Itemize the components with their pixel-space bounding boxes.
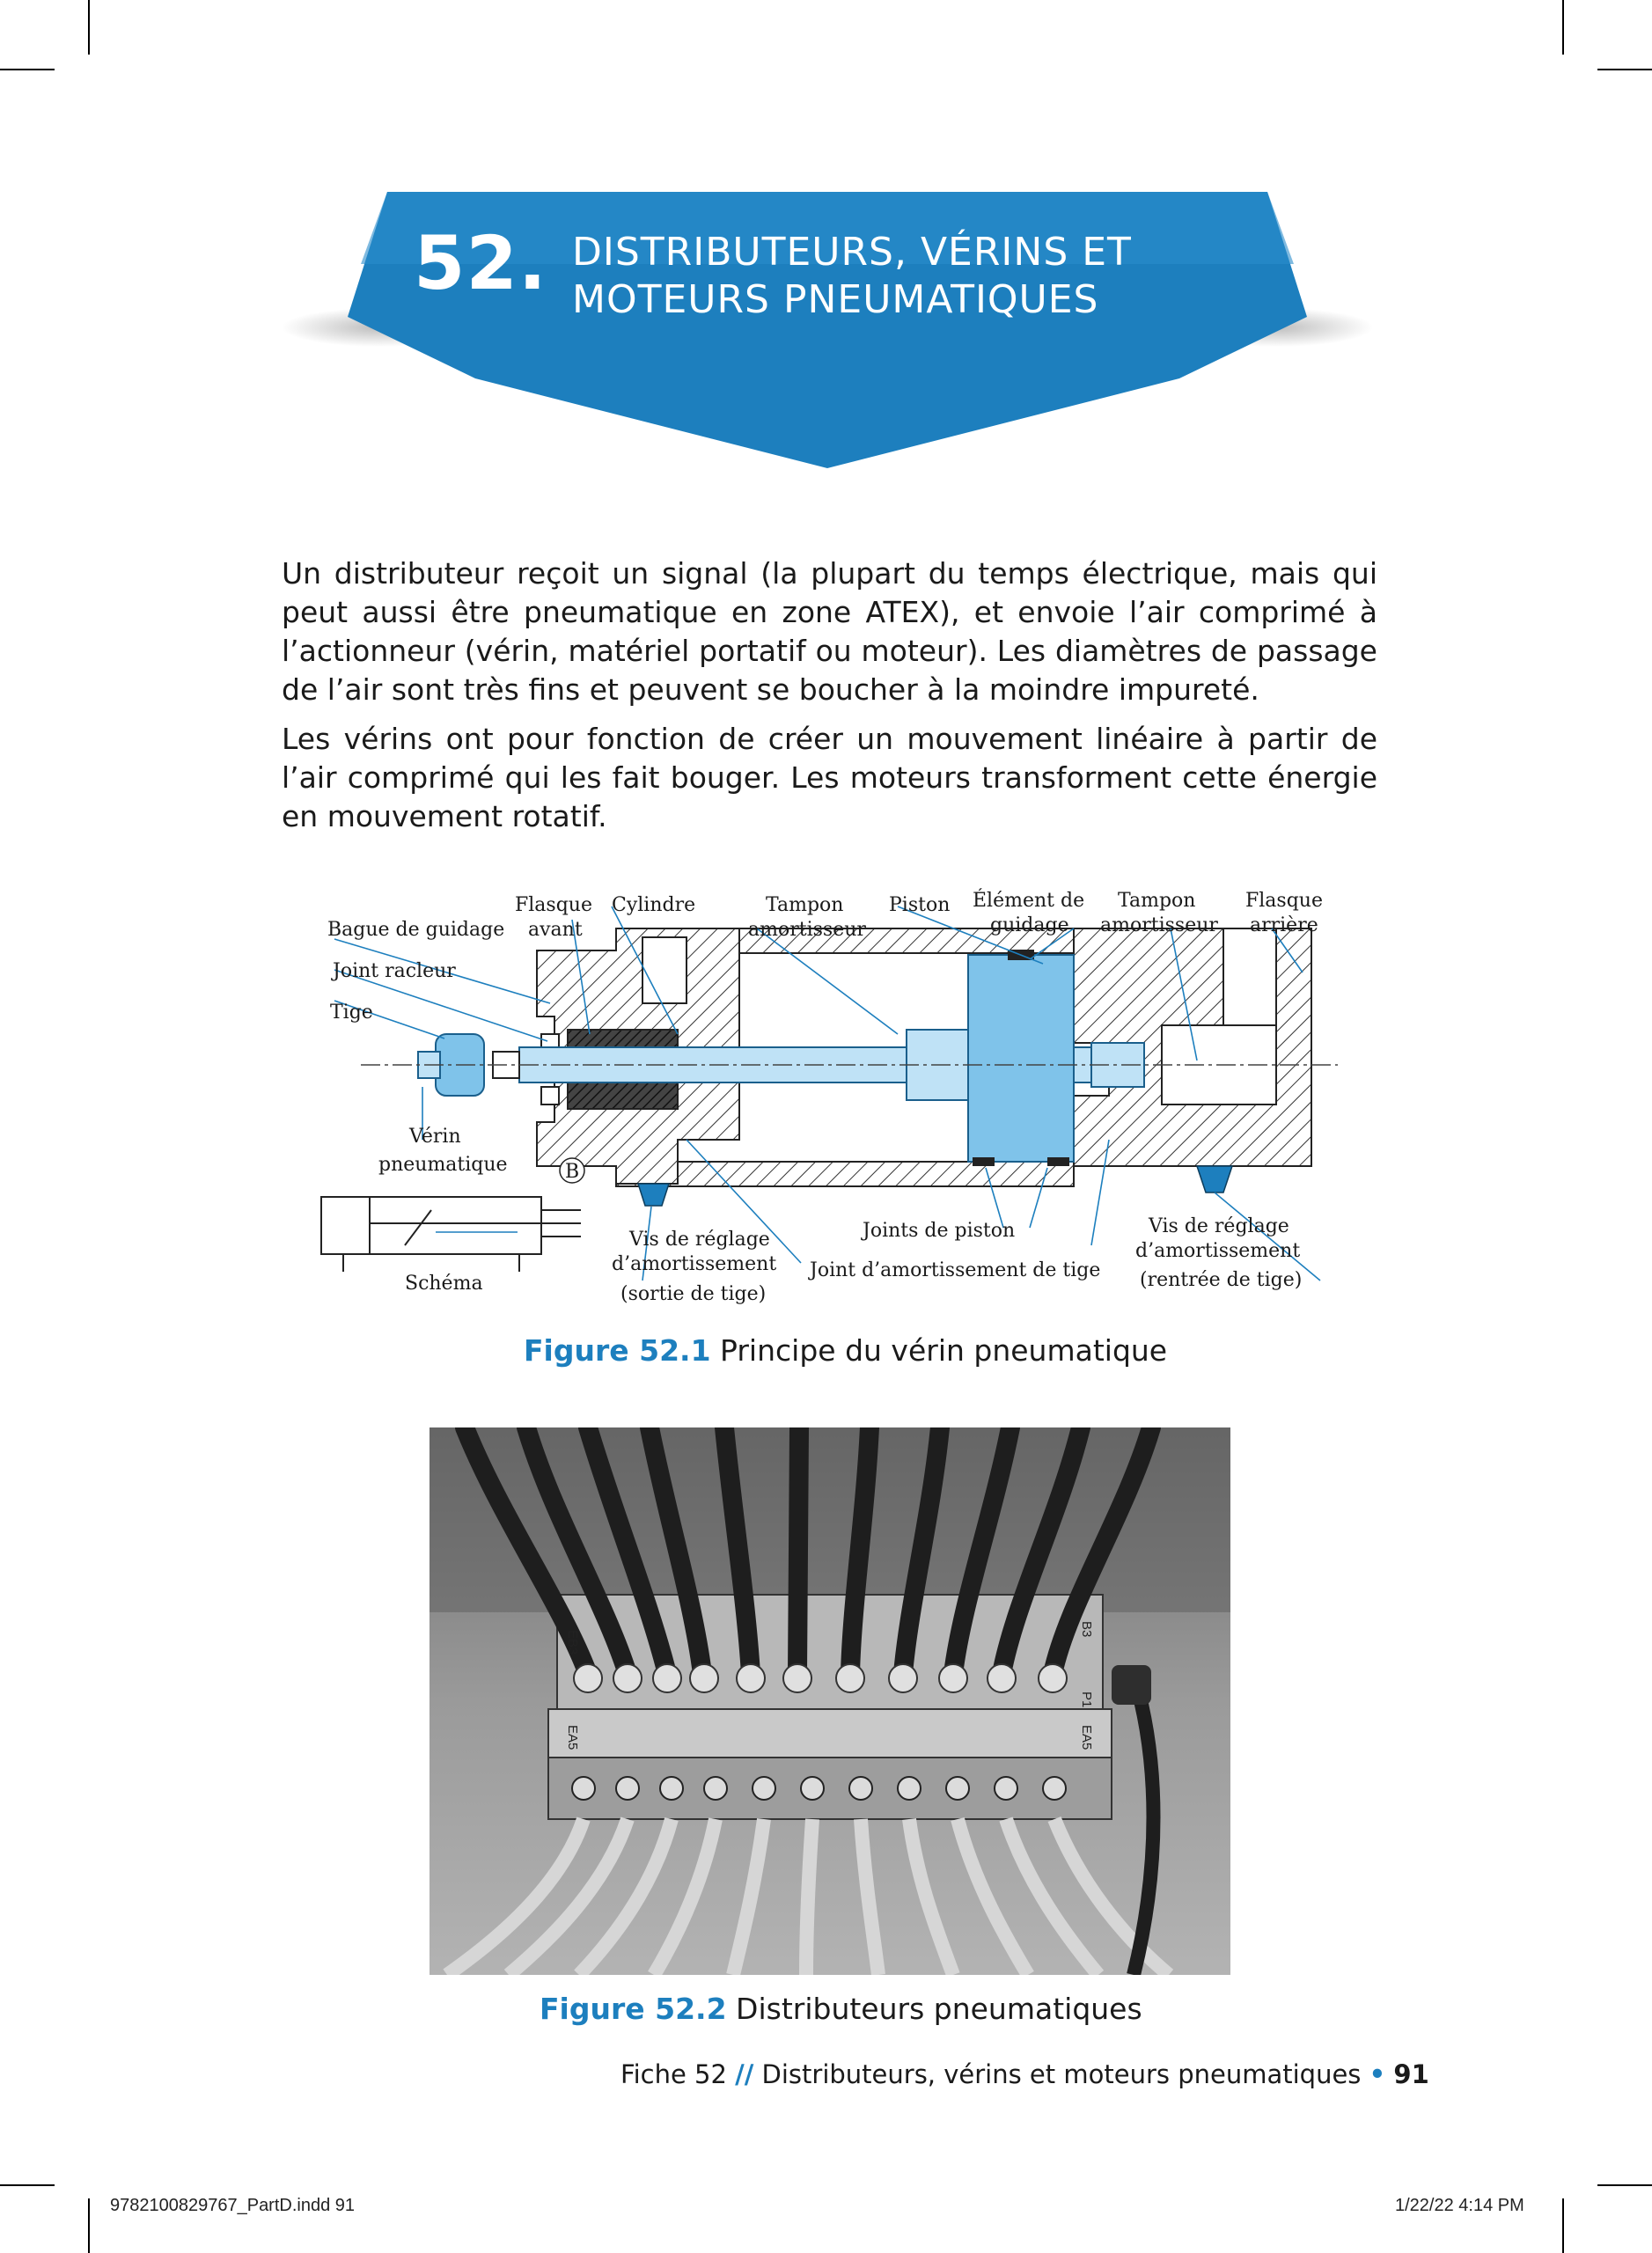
- marker-b-text: B: [565, 1161, 580, 1183]
- crop-mark: [1562, 2198, 1564, 2253]
- rear-port: [1223, 928, 1276, 1025]
- adjust-screw-rear: [1197, 1166, 1232, 1193]
- chapter-title-line1: DISTRIBUTEURS, VÉRINS ET: [572, 230, 1132, 275]
- front-port: [642, 937, 686, 1003]
- label-tampon-2: amortisseur: [1100, 914, 1218, 936]
- piston: [968, 955, 1074, 1162]
- piston-seal: [973, 1157, 995, 1166]
- adjust-screw-front: [638, 1184, 669, 1206]
- rod-seal: [541, 1087, 559, 1104]
- label-flasque-avant: Flasque: [515, 894, 592, 916]
- crop-mark: [0, 2184, 55, 2186]
- figure-2-label: Figure 52.2: [540, 1992, 727, 2026]
- label-vis-2: (rentrée de tige): [1140, 1269, 1303, 1291]
- label-element-guidage: guidage: [990, 914, 1069, 936]
- paragraph-text: Un distributeur reçoit un signal (la plupart du temps électrique, mais qui peut aussi être pneumatique en zone ATEX), et envoie l’air comprimé à l’actionneur (vérin, matériel portatif ou moteur). Les diamètres de passage de l’air sont très fins et peuvent se boucher à la moindre impureté.: [282, 556, 1377, 707]
- guide-bush: [568, 1082, 678, 1109]
- piston-seal: [1047, 1157, 1069, 1166]
- footer-fiche: Fiche 52: [620, 2059, 727, 2089]
- page-number: 91: [1393, 2059, 1429, 2089]
- slug-date: 1/22/22 4:14 PM: [1395, 2196, 1524, 2215]
- label-tampon-1: Tampon: [766, 894, 844, 916]
- body-paragraph-1: [282, 554, 1377, 709]
- mark-ea5-right: EA5: [1079, 1725, 1094, 1750]
- label-vis-1: d’amortissement: [612, 1253, 777, 1275]
- schema-symbol: [321, 1197, 581, 1272]
- label-flasque-arriere: Flasque: [1245, 890, 1323, 912]
- figure-1-label: Figure 52.1: [524, 1333, 711, 1368]
- label-joints-piston: Joints de piston: [863, 1220, 1016, 1242]
- mark-p1-right: P1: [1079, 1692, 1094, 1708]
- label-flasque-arriere: arrière: [1250, 914, 1318, 936]
- page-footer: [620, 2059, 1429, 2089]
- crop-mark: [88, 2198, 90, 2253]
- valve-manifold-photo: [430, 1427, 1230, 1975]
- slug-filename: 9782100829767_PartD.indd 91: [110, 2196, 356, 2215]
- label-verin: pneumatique: [378, 1154, 508, 1176]
- valve-row: [548, 1709, 1112, 1758]
- footer-separator: //: [735, 2059, 754, 2089]
- label-verin: Vérin: [409, 1126, 461, 1148]
- label-joint-amortissement: Joint d’amortissement de tige: [810, 1259, 1101, 1281]
- cylinder-bottom-wall: [616, 1162, 1074, 1186]
- chapter-title: [572, 229, 1132, 324]
- label-bague: Bague de guidage: [327, 919, 505, 941]
- footer-title: Distributeurs, vérins et moteurs pneumatiques: [761, 2059, 1362, 2089]
- side-connector: [1112, 1665, 1151, 1705]
- cylinder-diagram: [317, 876, 1355, 1320]
- label-schema: Schéma: [405, 1273, 483, 1295]
- chapter-title-line2: MOTEURS PNEUMATIQUES: [572, 277, 1099, 322]
- mark-eb3-left: EB3: [565, 1630, 580, 1655]
- label-vis-1: Vis de réglage: [629, 1229, 770, 1251]
- paragraph-text: Les vérins ont pour fonction de créer un mouvement linéaire à partir de l’air comprimé qui les fait bouger. Les moteurs transforment cette énergie en mouvement rotatif.: [282, 722, 1377, 833]
- label-joint-racleur: Joint racleur: [333, 960, 456, 982]
- label-vis-2: d’amortissement: [1135, 1240, 1301, 1262]
- label-vis-2: Vis de réglage: [1149, 1215, 1289, 1237]
- mark-b3-right: B3: [1079, 1621, 1094, 1638]
- mark-ea5-left: EA5: [565, 1725, 580, 1750]
- label-vis-1: (sortie de tige): [620, 1283, 767, 1305]
- figure-2-caption: [540, 1992, 1142, 2026]
- label-tampon-1: amortisseur: [748, 919, 866, 941]
- figure-1-caption: [524, 1333, 1167, 1368]
- label-tampon-2: Tampon: [1118, 890, 1196, 912]
- figure-1-caption-text: Principe du vérin pneumatique: [720, 1333, 1168, 1368]
- crop-mark: [1597, 2184, 1652, 2186]
- body-paragraph-2: [282, 720, 1377, 836]
- label-piston: Piston: [889, 894, 951, 916]
- figure-2-caption-text: Distributeurs pneumatiques: [736, 1992, 1142, 2026]
- chapter-number: 52.: [414, 220, 547, 306]
- label-element-guidage: Élément de: [973, 890, 1085, 912]
- footer-bullet: •: [1369, 2059, 1386, 2089]
- label-tige: Tige: [330, 1002, 373, 1024]
- label-cylindre: Cylindre: [612, 894, 696, 916]
- label-flasque-avant: avant: [528, 919, 583, 941]
